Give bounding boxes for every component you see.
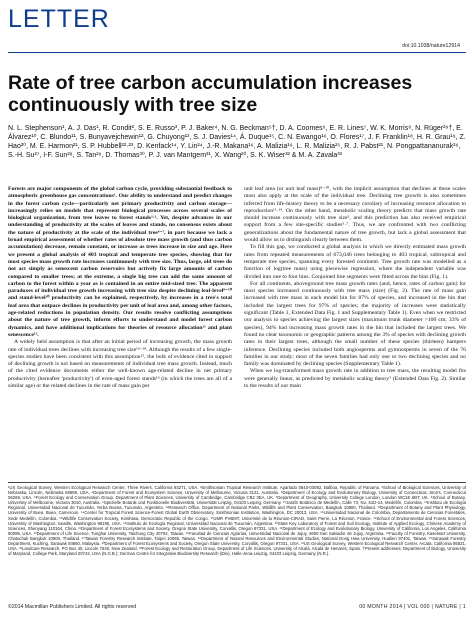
affiliations-rule <box>8 482 466 483</box>
body-paragraph: When we log-transformed mass growth rate in addition to tree mass, the resulting model fits were generally linear, as predicted by metabolic scaling theory⁵ (Extended Data Fig. 2). Similar to the results of our main <box>244 368 466 390</box>
right-column <box>244 186 466 390</box>
author-list: N. L. Stephenson¹, A. J. Das¹, R. Condit², S. E. Russo³, P. J. Baker⁴, N. G. Beckman⁵†, D. A. Coomes⁶, E. R. Lines⁷, W. K. Morris⁸, N. Rüger²⁹†, E. Álvarez¹⁰, C. Blundo¹¹, S. Bunyavejchewin¹², G. Chuyong¹³, S. J. Davies¹⁴, Á. Duque¹⁵, C. N. Ewango¹⁶, O. Flores¹⁷, J. F. Franklin¹⁸, H. R. Grau¹⁹, Z. Hao²⁰, M. E. Harmon²¹, S. P. Hubbell²²·²³, D. Kenfack¹⁴, Y. Lin²⁴, J.-R. Makana¹⁶, A. Malizia¹⁹, L. R. Malizia²⁵, R. J. Pabst²¹, N. Pongpattananurak²⁶, S.-H. Su²⁷, I-F. Sun²⁸, S. Tan²⁹, D. Thomas³⁰, P. J. van Mantgem³¹, X. Wang²⁰, S. K. Wiser³² & M. A. Zavala³³ <box>8 125 466 160</box>
intro-paragraph: A widely held assumption is that after an initial period of increasing growth, the mass growth rate of individual trees declines with increasing tree size¹³⁻¹⁸. Although the results of a few single-species studies have been consistent with this assumption¹⁵, the bulk of evidence cited in support of declining growth is not based on measurements of individual tree mass growth. Instead, much of the cited evidence documents either the well-known age-related decline in net primary productivity (hereafter 'productivity') of even-aged forest stands¹³ (in which the trees are all of a similar age) or the related declines in the rate of mass gain per <box>8 339 232 390</box>
header-rule <box>8 52 466 53</box>
footer-copyright: ©2014 Macmillan Publishers Limited. All rights reserved <box>8 604 137 610</box>
journal-section-tag: LETTER <box>8 5 110 33</box>
article-title: Rate of tree carbon accumulation increases continuously with tree size <box>8 72 413 116</box>
footer-issue-info: 00 MONTH 2014 | VOL 000 | NATURE | 1 <box>359 604 466 610</box>
affiliations-footnote: ¹US Geological Survey, Western Ecological Research Center, Three Rivers, California 93271, USA. ²Smithsonian Tropical Research Institute, Apartado 0843-03092, Balboa, Republic of Panama. ³School of Biological Sciences, University of Nebraska, Lincoln, Nebraska 68588, USA. ⁴Department of Forest and Ecosystem Science, University of Melbourne, Victoria 3121, Australia. ⁵Department of Ecology and Evolutionary Biology, University of Connecticut, Storrs, Connecticut 06269, USA. ⁶Forest Ecology and Conservation Group, Department of Plant Sciences, University of Cambridge, Cambridge CB2 3EA, UK. ⁷Department of Geography, University College London, London WC1E 6BT, UK. ⁸School of Botany, University of Melbourne, Victoria 3010, Australia. ⁹Spezielle Botanik und Funktionelle Biodiversität, Universität Leipzig, 04103 Leipzig, Germany. ¹⁰Jardín Botánico de Medellín, Calle 73, No. 51D-14, Medellín, Colombia. ¹¹Instituto de Ecología Regional, Universidad Nacional de Tucumán, Yerba Buena, Tucumán, Argentina. ¹²Research Office, Department of National Parks, Wildlife and Plant Conservation, Bangkok 10900, Thailand. ¹³Department of Botany and Plant Physiology, University of Buea, Buea, Cameroon. ¹⁴Center for Tropical Forest Science-Forest Global Earth Observatory, Smithsonian Institution, Washington, DC 20013, USA. ¹⁵Universidad Nacional de Colombia, Departamento de Ciencias Forestales, Sede Medellín, Colombia. ¹⁶Wildlife Conservation Society, Kinshasa, Democratic Republic of the Congo. ¹⁷UMR PVBMT, Université de la Réunion-CIRAD, Saint Pierre, La Réunion, France. ¹⁸School of Environmental and Forest Sciences, University of Washington, Seattle, Washington 98195, USA. ¹⁹Instituto de Ecología Regional, Universidad Nacional de Tucumán, Argentina. ²⁰State Key Laboratory of Forest and Soil Ecology, Institute of Applied Ecology, Chinese Academy of Sciences, Shenyang 110164, China. ²¹Department of Forest Ecosystems and Society, Oregon State University, Corvallis, Oregon 97331, USA. ²²Department of Ecology and Evolutionary Biology, University of California, Los Angeles, California 90095, USA. ²³Department of Life Science, Tunghai University, Taichung City 40704, Taiwan. ²⁵Facultad de Ciencias Agrarias, Universidad Nacional de Jujuy, 4600 San Salvador de Jujuy, Argentina. ²⁶Faculty of Forestry, Kasetsart University, Chatuchak Bangkok 10900, Thailand. ²⁷Taiwan Forestry Research Institute, Taipei 10066, Taiwan. ²⁸Department of Natural Resources and Environmental Studies, National Dong Hwa University, Hualien 97401, Taiwan. ²⁹Sarawak Forestry Department, Kuching, Sarawak 93660, Malaysia. ³⁰Department of Forest Ecosystems and Society, Oregon State University, Corvallis, Oregon 97331, USA. ³¹US Geological Survey, Western Ecological Research Center, Arcata, California 95521, USA. ³²Landcare Research, PO Box 40, Lincoln 7640, New Zealand. ³³Forest Ecology and Restoration Group, Department of Life Sciences, University of Alcalá, Alcalá de Henares, Spain. †Present addresses: Department of Biology, University of Maryland, College Park, Maryland 20742, USA (N.G.B.); German Centre for Integrative Biodiversity Research (iDiv), Halle-Jena-Leipzig, 04103 Leipzig, Germany (N.R.). <box>8 485 466 557</box>
abstract-paragraph: Forests are major components of the global carbon cycle, providing substantial feedback to atmospheric greenhouse gas concentrations¹. Our ability to understand and predict changes in the forest carbon cycle—particularly net primary productivity and carbon storage—increasingly relies on models that represent biological processes across several scales of biological organization, from tree leaves to forest stands²·³. Yet, despite advances in our understanding of productivity at the scales of leaves and stands, no consensus exists about the nature of productivity at the scale of the individual tree⁴⁻⁷, in part because we lack a broad empirical assessment of whether rates of absolute tree mass growth (and thus carbon accumulation) decrease, remain constant, or increase as trees increase in size and age. Here we present a global analysis of 403 tropical and temperate tree species, showing that for most species mass growth rate increases continuously with tree size. Thus, large, old trees do not act simply as senescent carbon reservoirs but actively fix large amounts of carbon compared to smaller trees; at the extreme, a single big tree can add the same amount of carbon to the forest within a year as is contained in an entire mid-sized tree. The apparent paradoxes of individual tree growth increasing with tree size despite declining leaf-level⁸⁻¹⁰ and stand-level¹⁰ productivity can be explained, respectively, by increases in a tree's total leaf area that outpace declines in productivity per unit of leaf area and, among other factors, age-related reductions in population density. Our results resolve conflicting assumptions about the nature of tree growth, inform efforts to understand and model forest carbon dynamics, and have additional implications for theories of resource allocation¹¹ and plant senescence¹². <box>8 186 232 338</box>
body-paragraph: For all continents, aboveground tree mass growth rates (and, hence, rates of carbon gain) for most species increased continuously with tree mass (size) (Fig. 2). The rate of mass gain increased with tree mass in each model bin for 87% of species, and increased in the bin that included the largest trees for 97% of species; the majority of increases were statistically significant (Table 1, Extended Data Fig. 1 and Supplementary Table 1). Even when we restricted our analysis to species achieving the largest sizes (maximum trunk diameter >100 cm; 33% of species), 94% had increasing mass growth rates in the bin that included the largest trees. We found no clear taxonomic or geographic patterns among the 3% of species with declining growth rates in their largest trees, although the small number of these species (thirteen) hampers inference. Declining species included both angiosperms and gymnosperms in seven of the 76 families in our study; most of the seven families had only one or two declining species and no family was dominated by declining species (Supplementary Table 1). <box>244 280 466 368</box>
doi-label[interactable]: doi:10.1038/nature12914 <box>402 43 460 49</box>
body-paragraph: unit leaf area (or unit leaf mass)⁸⁻¹⁰, with the implicit assumption that declines at these scales must also apply at the scale of the individual tree. Declining tree growth is also sometimes inferred from life-history theory to be a necessary corollary of increasing resource allocation to reproduction¹¹·¹⁴. On the other hand, metabolic scaling theory predicts that mass growth rate should increase continuously with tree size⁵, and this prediction has also received empirical support from a few site-specific studies⁵·⁷. Thus, we are confronted with two conflicting generalizations about the fundamental nature of tree growth, but lack a global assessment that would allow us to distinguish clearly between them. <box>244 186 466 244</box>
left-column <box>8 186 232 390</box>
body-paragraph: To fill this gap, we conducted a global analysis in which we directly estimated mass growth rates from repeated measurements of 673,046 trees belonging to 403 tropical, subtropical and temperate tree species, spanning every forested continent. Tree growth rate was modelled as a function of log(tree mass) using piecewise regression, where the independent variable was divided into one to four bins. Conjoined line segments were fitted across the bins (Fig. 1). <box>244 244 466 280</box>
